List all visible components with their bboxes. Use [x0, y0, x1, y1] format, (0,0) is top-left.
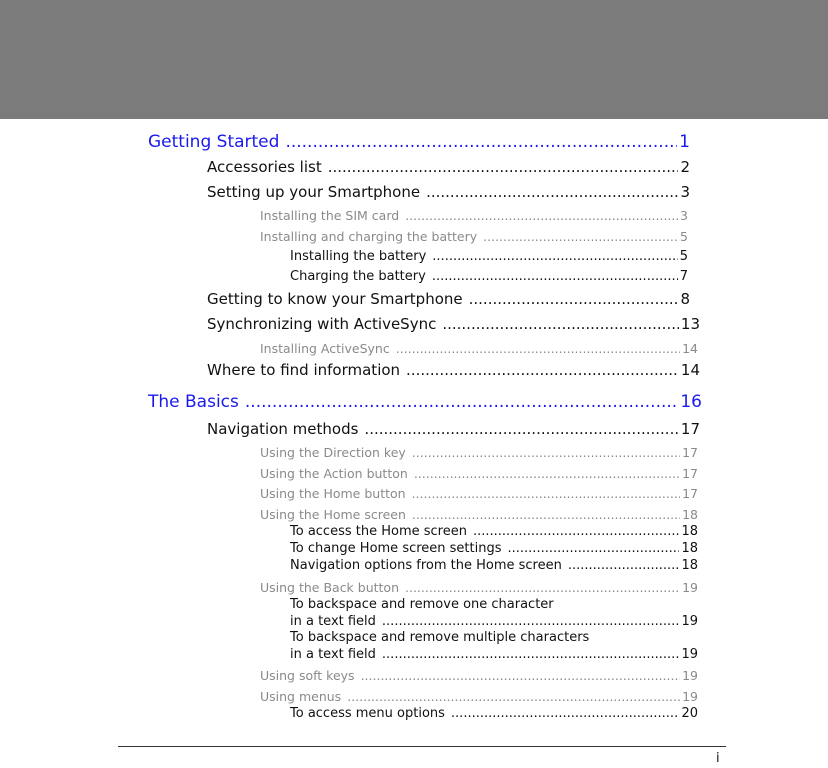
toc-entry-page: 3: [680, 183, 690, 201]
toc-entry-direction-key[interactable]: [260, 445, 698, 460]
toc-leader: [382, 647, 680, 662]
toc-leader: [328, 158, 679, 176]
toc-leader: [414, 466, 680, 481]
toc-entry-page: 19: [682, 689, 698, 704]
toc-entry-title: Using soft keys: [260, 668, 355, 683]
toc-entry-backspace-one[interactable]: [290, 614, 698, 629]
toc-entry-page: 16: [680, 392, 702, 412]
toc-leader: [285, 132, 677, 152]
toc-entry-page: 13: [680, 315, 700, 333]
toc-entry-title: in a text field: [290, 614, 376, 629]
toc-leader: [508, 541, 680, 556]
toc-leader: [426, 183, 678, 201]
toc-entry-page: 18: [682, 507, 698, 522]
toc-entry-title: Installing the battery: [290, 249, 427, 264]
toc-entry-title: Using the Direction key: [260, 445, 406, 460]
toc-entry-title: Using the Back button: [260, 580, 400, 595]
toc-entry-navigation-options-home[interactable]: [290, 558, 698, 573]
toc-leader: [469, 290, 679, 308]
toc-entry-title: Setting up your Smartphone: [207, 183, 421, 201]
toc-entry-change-home-settings[interactable]: [290, 541, 698, 556]
toc-entry-where-to-find[interactable]: [207, 361, 700, 379]
toc-entry-title: Accessories list: [207, 158, 322, 176]
toc-leader: [382, 614, 680, 629]
toc-chapter-the-basics[interactable]: [148, 392, 702, 412]
toc-entry-title: To access the Home screen: [290, 524, 467, 539]
toc-leader: [361, 668, 681, 683]
toc-entry-installing-sim[interactable]: [260, 208, 688, 223]
toc-entry-backspace-one-line1[interactable]: To backspace and remove one character: [290, 597, 554, 612]
toc-entry-page: 18: [681, 524, 698, 539]
toc-leader: [568, 558, 680, 573]
toc-entry-page: 18: [681, 558, 698, 573]
toc-entry-title: To access menu options: [290, 706, 445, 721]
toc-leader: [406, 361, 679, 379]
toc-entry-page: 19: [681, 647, 698, 662]
toc-leader: [347, 689, 680, 704]
toc-leader: [396, 341, 680, 356]
toc-entry-title: Getting Started: [148, 132, 280, 152]
toc-entry-page: 18: [681, 541, 698, 556]
toc-entry-page: 5: [679, 249, 688, 264]
toc-entry-access-menu-options[interactable]: [290, 706, 698, 721]
toc-entry-title: Installing the SIM card: [260, 208, 400, 223]
toc-entry-page: 19: [682, 668, 698, 683]
toc-entry-home-button[interactable]: [260, 486, 698, 501]
toc-leader: [473, 524, 679, 539]
toc-entry-page: 19: [681, 614, 698, 629]
toc-entry-title: Navigation methods: [207, 420, 359, 438]
toc-entry-title: Using the Action button: [260, 466, 408, 481]
toc-entry-page: 1: [679, 132, 690, 152]
toc-entry-page: 20: [681, 706, 698, 721]
toc-leader: [405, 580, 680, 595]
footer-rule: [118, 746, 726, 747]
toc-leader: [432, 249, 677, 264]
toc-entry-page: 19: [682, 580, 698, 595]
toc-entry-action-button[interactable]: [260, 466, 698, 481]
toc-leader: [483, 229, 678, 244]
toc-entry-installing-activesync[interactable]: [260, 341, 698, 356]
toc-entry-using-menus[interactable]: [260, 689, 698, 704]
toc-entry-page: 17: [682, 466, 698, 481]
toc-leader: [451, 706, 680, 721]
toc-entry-title: Getting to know your Smartphone: [207, 290, 463, 308]
toc-entry-access-home-screen[interactable]: [290, 524, 698, 539]
toc-entry-page: 2: [680, 158, 690, 176]
toc-chapter-getting-started[interactable]: [148, 132, 690, 152]
toc-leader: [412, 507, 680, 522]
toc-leader: [245, 392, 678, 412]
toc-entry-page: 14: [682, 341, 698, 356]
toc-entry-page: 7: [679, 269, 688, 284]
toc-entry-backspace-multiple[interactable]: [290, 647, 698, 662]
toc-leader: [412, 445, 680, 460]
toc-entry-title: Using the Home screen: [260, 507, 406, 522]
toc-entry-back-button[interactable]: [260, 580, 698, 595]
toc-leader: [364, 420, 678, 438]
toc-entry-title: The Basics: [148, 392, 239, 412]
page-number: i: [716, 751, 720, 766]
toc-entry-title: Charging the battery: [290, 269, 426, 284]
toc-leader: [405, 208, 678, 223]
toc-entry-page: 17: [682, 486, 698, 501]
toc-entry-home-screen[interactable]: [260, 507, 698, 522]
toc-entry-page: 3: [680, 208, 688, 223]
toc-entry-title: Navigation options from the Home screen: [290, 558, 562, 573]
toc-entry-accessories-list[interactable]: [207, 158, 690, 176]
toc-entry-backspace-multiple-line1[interactable]: To backspace and remove multiple characters: [290, 630, 590, 645]
toc-entry-charging-battery[interactable]: [290, 269, 688, 284]
toc-entry-soft-keys[interactable]: [260, 668, 698, 683]
toc-entry-page: 17: [682, 445, 698, 460]
toc-entry-getting-to-know[interactable]: [207, 290, 690, 308]
toc-entry-navigation-methods[interactable]: [207, 420, 700, 438]
toc-entry-page: 14: [680, 361, 700, 379]
toc-entry-installing-charging-battery[interactable]: [260, 229, 688, 244]
toc-entry-title: in a text field: [290, 647, 376, 662]
toc-entry-title: Using menus: [260, 689, 342, 704]
toc-entry-page: 17: [680, 420, 700, 438]
toc-entry-title: Synchronizing with ActiveSync: [207, 315, 437, 333]
toc-entry-title: To change Home screen settings: [290, 541, 502, 556]
toc-entry-title: Where to find information: [207, 361, 401, 379]
toc-entry-installing-battery[interactable]: [290, 249, 688, 264]
toc-leader: [412, 486, 681, 501]
toc-entry-title: Using the Home button: [260, 486, 406, 501]
toc-leader: [442, 315, 679, 333]
toc-entry-page: 8: [680, 290, 690, 308]
toc-entry-title: Installing ActiveSync: [260, 341, 390, 356]
toc-leader: [432, 269, 678, 284]
toc-entry-synchronizing[interactable]: [207, 315, 700, 333]
toc-entry-title: Installing and charging the battery: [260, 229, 478, 244]
toc-entry-setting-up[interactable]: [207, 183, 690, 201]
toc-entry-page: 5: [680, 229, 688, 244]
